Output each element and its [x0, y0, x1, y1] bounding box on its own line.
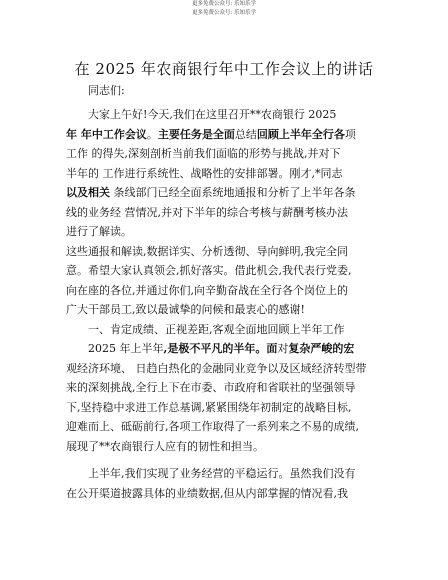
text-run: 线的业务经 营情况,并对下半年的综合考核与薪酬考核办法: [66, 205, 348, 219]
text-run: 上半年,我们实现了业务经营的平稳运行。虽然我们没有: [88, 467, 356, 480]
text-run: 半年的 工作进行系统性、战略性的安排部署。刚才,*同志: [66, 166, 343, 180]
text-run: 大家上午好!今天,我们在这里召开**农商银行 2025: [88, 108, 337, 121]
document-body: [66, 105, 384, 503]
text-line: [66, 261, 384, 281]
text-run: ,是极不平凡的半年。面: [163, 342, 278, 355]
text-run: 工作 的得失,深刻剖析当前我们面临的形势与挑战,并对下: [66, 147, 341, 160]
text-line: [66, 437, 384, 457]
text-run: 回顾上半年全行各: [256, 127, 345, 141]
text-run: 2025 年上半年: [88, 342, 164, 355]
text-run: 观经济环境、 日趋白热化的金融同业竞争以及区域经济转型带: [66, 361, 367, 375]
greeting: 同志们:: [88, 84, 125, 97]
text-line: [66, 378, 384, 398]
text-line: [66, 339, 384, 359]
document-title: 在 2025 年农商银行年中工作会议上的讲话: [74, 60, 374, 78]
text-run: 年 年中工作会议: [66, 127, 147, 141]
text-run: 在公开渠道披露具体的业绩数据,但从内部掌握的情况看,我: [66, 486, 348, 500]
text-run: 。: [146, 127, 158, 141]
text-run: 来的深刻挑战,全行上下在市委、市政府和省联社的坚强领导: [66, 381, 356, 394]
text-line: [66, 417, 384, 437]
header-note: 更多免费公众号: 乐知乐学: [191, 10, 257, 16]
text-run: 总结: [234, 127, 257, 141]
text-line: [66, 125, 384, 145]
text-run: 进行了解读。: [66, 225, 132, 238]
text-run: 广大干部员工,致以最诚挚的问候和最衷心的感谢!: [66, 303, 305, 316]
text-line: [66, 359, 384, 379]
text-line: [66, 203, 384, 223]
header-note: 更多免费公众号: 乐知乐学: [191, 1, 257, 7]
text-line: [66, 183, 384, 203]
text-line: [66, 464, 384, 484]
text-line: [66, 222, 384, 242]
text-line: [66, 484, 384, 504]
text-run: 以及相关: [66, 186, 110, 199]
text-run: 主要任务是全面: [157, 127, 235, 141]
text-line: [66, 300, 384, 320]
text-run: 这些通报和解读,数据详实、分析透彻、导向鲜明,我完全同: [66, 244, 348, 258]
text-run: 迎难而上、砥砺前行,各项工作取得了一系列来之不易的成绩,: [66, 420, 359, 433]
text-run: 项: [344, 127, 356, 141]
text-run: 下,坚持稳中求进工作总基调,紧紧围绕年初制定的战略目标,: [66, 400, 352, 414]
text-run: 复杂严峻的宏: [288, 342, 355, 355]
text-line: [66, 164, 384, 184]
text-run: 对: [277, 342, 289, 355]
text-line: [66, 398, 384, 418]
text-line: [66, 320, 384, 340]
text-line: [66, 281, 384, 301]
text-line: [66, 242, 384, 262]
text-run: 向在座的各位,并通过你们,向辛勤奋战在全行各个岗位上的: [66, 283, 348, 297]
text-line: [66, 105, 384, 125]
text-run: 条线部门已经全面系统地通报和分析了上半年各条: [110, 186, 356, 199]
text-line: [66, 144, 384, 164]
text-line: [66, 456, 384, 464]
text-run: 一、肯定成绩、正视差距,客观全面地回顾上半年工作: [88, 322, 345, 336]
text-run: 意。希望大家认真领会,抓好落实。借此机会,我代表行党委,: [66, 264, 352, 277]
text-run: 展现了**农商银行人应有的韧性和担当。: [66, 439, 264, 453]
